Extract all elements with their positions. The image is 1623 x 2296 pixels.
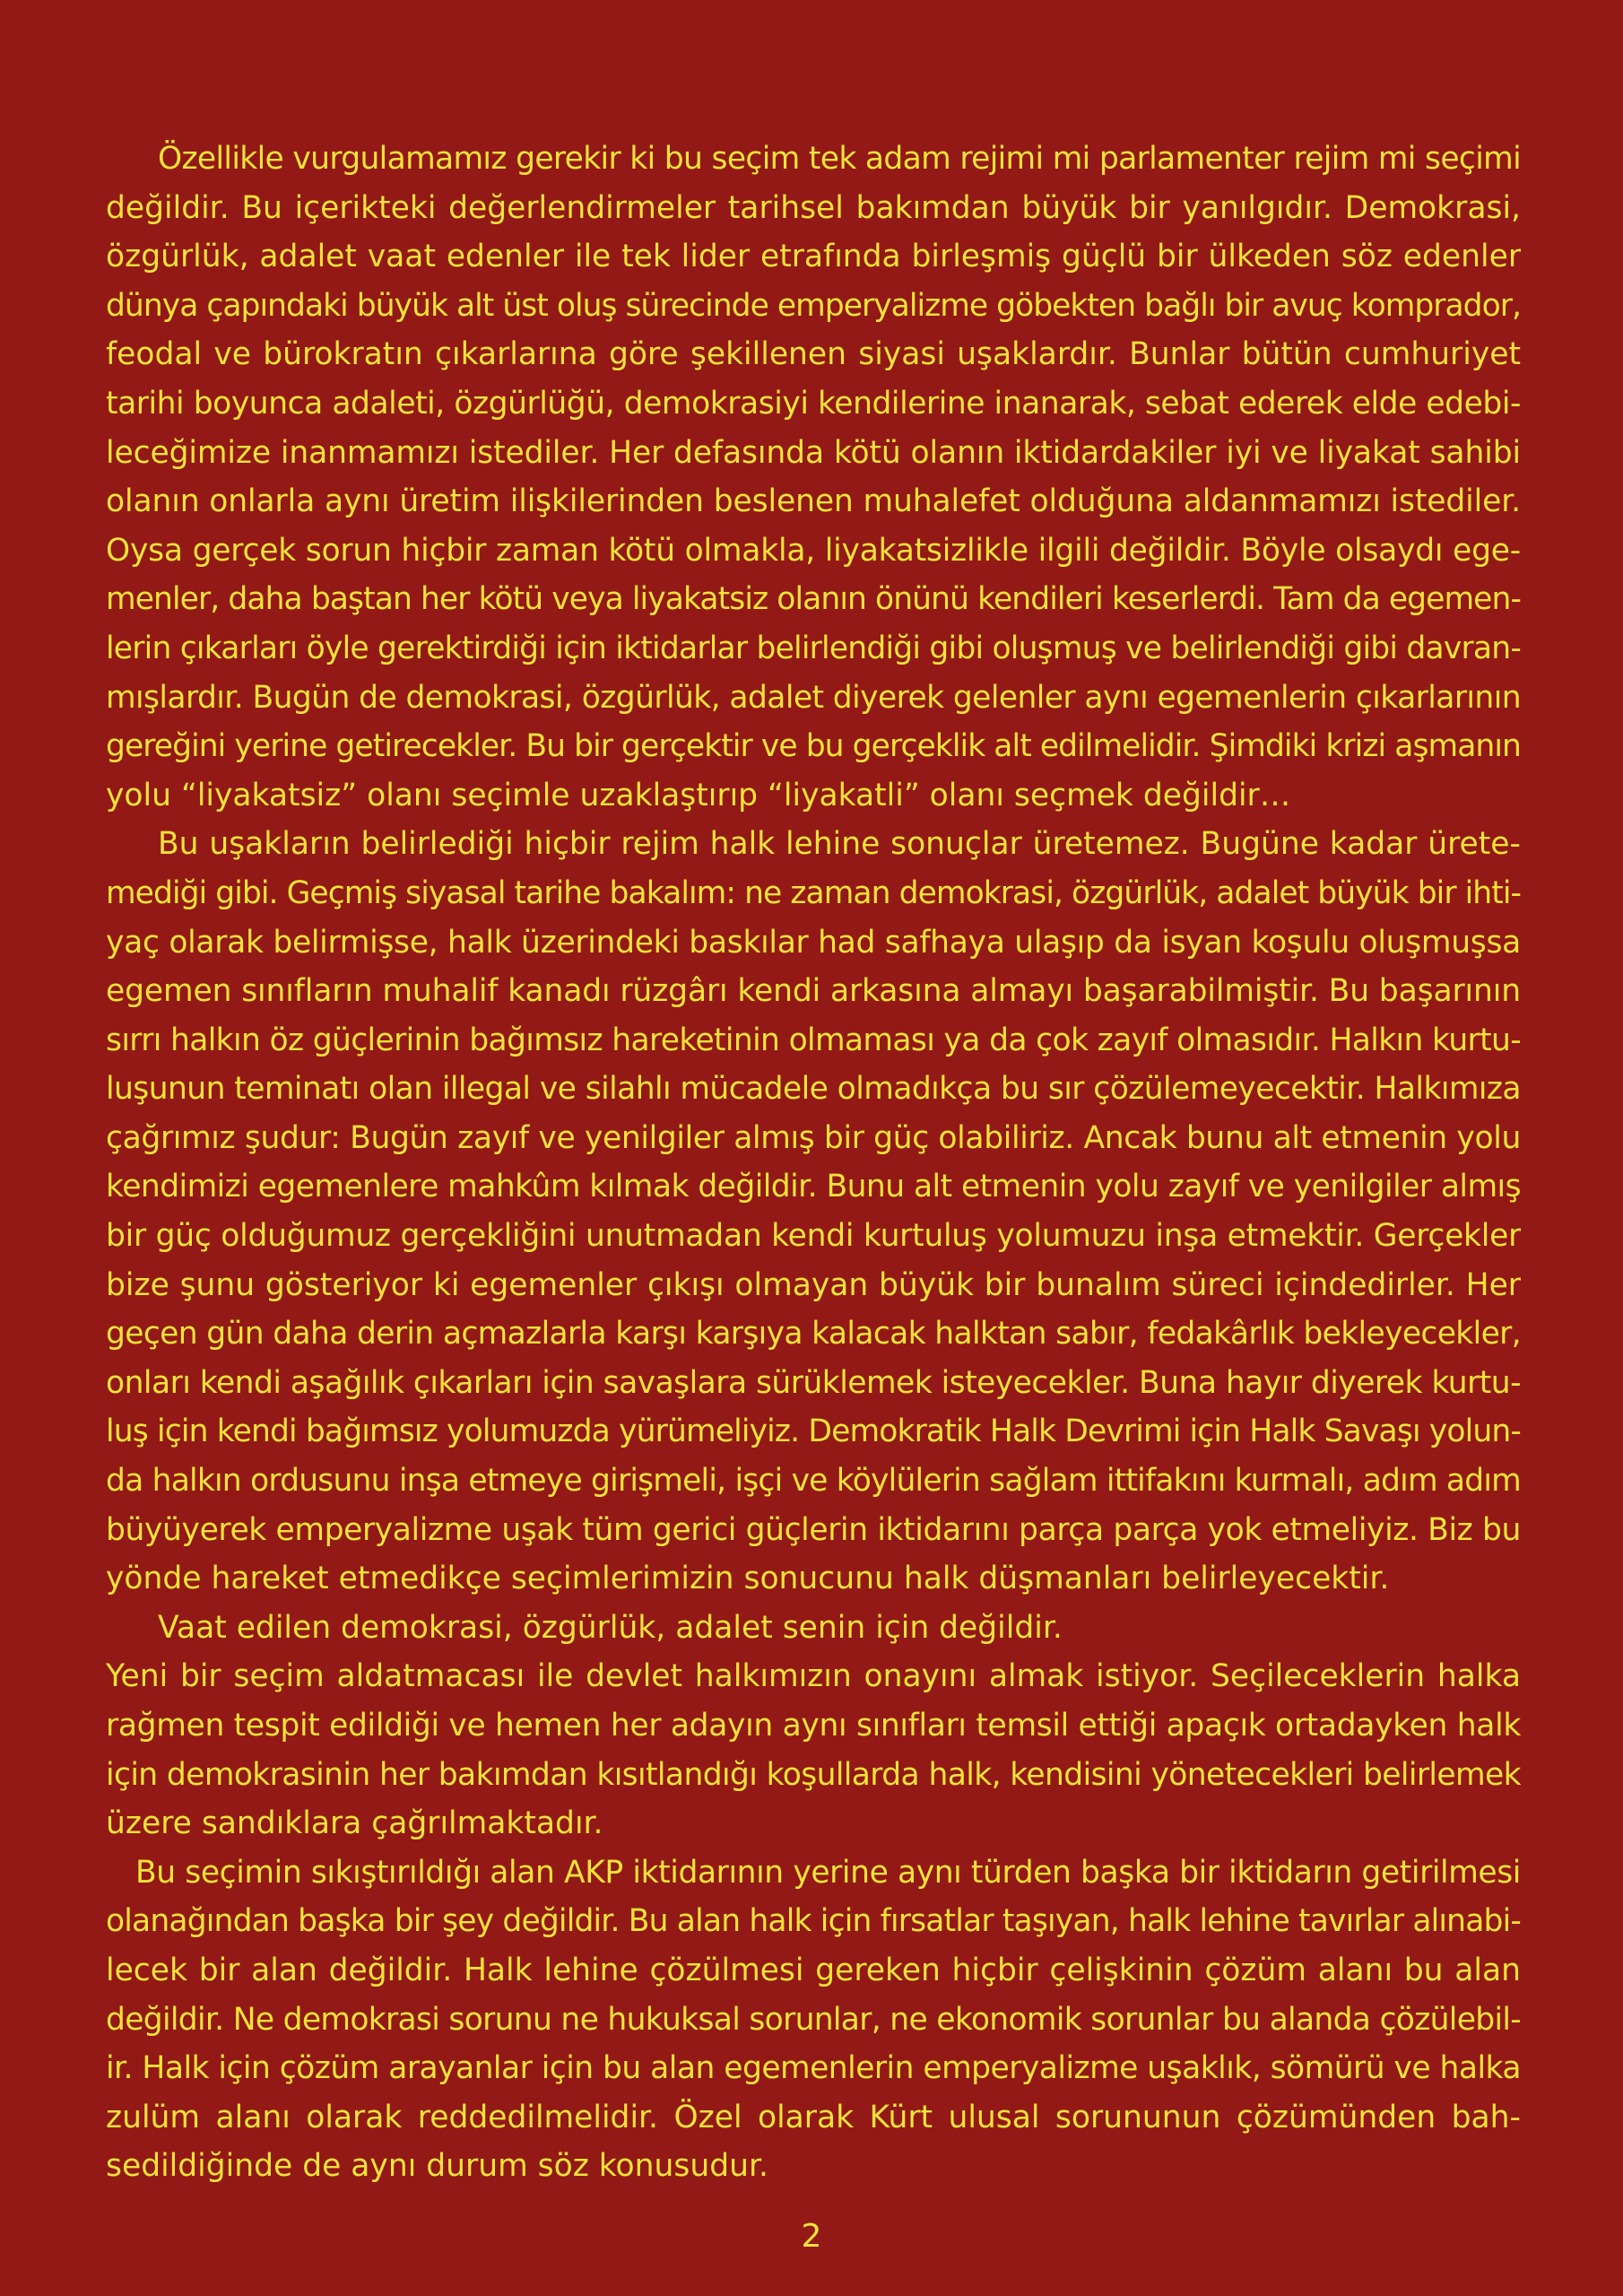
text-line: bir güç olduğumuz gerçekliğini unutmadan kendi kurtuluş yolumuzu inşa etmektir. Gerçekler bbox=[106, 1218, 1521, 1255]
text-line: için demokrasinin her bakımdan kısıtlandığı koşullarda halk, kendisini yönetecekleri belirlemek bbox=[106, 1756, 1521, 1793]
text-line: onları kendi aşağılık çıkarları için savaşlara sürüklemek isteyecekler. Buna hayır diyerek kurtu- bbox=[106, 1364, 1521, 1401]
text-line: leceğimize inanmamızı istediler. Her defasında kötü olanın iktidardakiler iyi ve liyakat sahibi bbox=[106, 434, 1521, 471]
text-line: büyüyerek emperyalizme uşak tüm gerici güçlerin iktidarını parça parça yok etmeliyiz. Biz bu bbox=[106, 1511, 1521, 1548]
text-line: geçen gün daha derin açmazlarla karşı karşıya kalacak halktan sabır, fedakârlık bekleyecekler, bbox=[106, 1316, 1521, 1352]
text-line: olanın onlarla aynı üretim ilişkilerinden beslenen muhalefet olduğuna aldanmamızı istediler. bbox=[106, 483, 1521, 520]
document-body bbox=[106, 135, 1521, 2191]
text-line: zulüm alanı olarak reddedilmelidir. Özel olarak Kürt ulusal sorununun çözümünden bah- bbox=[106, 2099, 1521, 2135]
text-line: Oysa gerçek sorun hiçbir zaman kötü olmakla, liyakatsizlikle ilgili değildir. Böyle olsaydı ege- bbox=[106, 532, 1521, 569]
text-line: yolu “liyakatsiz” olanı seçimle uzaklaştırıp “liyakatli” olanı seçmek değildir… bbox=[106, 777, 1291, 813]
text-line: sedildiğinde de aynı durum söz konusudur. bbox=[106, 2148, 768, 2185]
text-line: Bu seçimin sıkıştırıldığı alan AKP iktidarının yerine aynı türden başka bir iktidarın getirilmesi bbox=[135, 1854, 1521, 1891]
text-line: özgürlük, adalet vaat edenler ile tek lider etrafında birleşmiş güçlü bir ülkeden söz edenler bbox=[106, 239, 1521, 275]
text-line: Vaat edilen demokrasi, özgürlük, adalet senin için değildir. bbox=[158, 1609, 1063, 1646]
page-number: 2 bbox=[801, 2218, 822, 2255]
text-line: menler, daha baştan her kötü veya liyakatsiz olanın önünü kendileri keserlerdi. Tam da egemen- bbox=[106, 581, 1521, 618]
text-line: bize şunu gösteriyor ki egemenler çıkışı olmayan büyük bir bunalım süreci içindedirler. Her bbox=[106, 1266, 1521, 1303]
text-line: sırrı halkın öz güçlerinin bağımsız hareketinin olmaması ya da çok zayıf olmasıdır. Halkın kurtu- bbox=[106, 1022, 1521, 1058]
text-line: Bu uşakların belirlediği hiçbir rejim halk lehine sonuçlar üretemez. Bugüne kadar ürete- bbox=[158, 826, 1521, 863]
text-line: kendimizi egemenlere mahkûm kılmak değildir. Bunu alt etmenin yolu zayıf ve yenilgiler almış bbox=[106, 1169, 1521, 1205]
text-line: değildir. Bu içerikteki değerlendirmeler tarihsel bakımdan büyük bir yanılgıdır. Demokrasi, bbox=[106, 189, 1521, 226]
text-line: dünya çapındaki büyük alt üst oluş sürecinde emperyalizme göbekten bağlı bir avuç komprador, bbox=[106, 287, 1521, 324]
text-line: luşunun teminatı olan illegal ve silahlı mücadele olmadıkça bu sır çözülemeyecektir. Halkımıza bbox=[106, 1071, 1521, 1108]
text-line: da halkın ordusunu inşa etmeye girişmeli, işçi ve köylülerin sağlam ittifakını kurmalı, adım adım bbox=[106, 1463, 1521, 1500]
text-line: gereğini yerine getirecekler. Bu bir gerçektir ve bu gerçeklik alt edilmelidir. Şimdiki krizi aşmanın bbox=[106, 728, 1521, 765]
text-line: ir. Halk için çözüm arayanlar için bu alan egemenlerin emperyalizme uşaklık, sömürü ve halka bbox=[106, 2050, 1521, 2087]
text-line: feodal ve bürokratın çıkarlarına göre şekillenen siyasi uşaklardır. Bunlar bütün cumhuriyet bbox=[106, 336, 1521, 373]
text-line: Yeni bir seçim aldatmacası ile devlet halkımızın onayını almak istiyor. Seçileceklerin halka bbox=[106, 1658, 1521, 1695]
text-line: Özellikle vurgulamamız gerekir ki bu seçim tek adam rejimi mi parlamenter rejim mi seçimi bbox=[158, 141, 1521, 177]
text-line: rağmen tespit edildiği ve hemen her adayın aynı sınıfları temsil ettiği apaçık ortadayken halk bbox=[106, 1708, 1521, 1744]
text-line: mediği gibi. Geçmiş siyasal tarihe bakalım: ne zaman demokrasi, özgürlük, adalet büyük bir ihti- bbox=[106, 874, 1521, 911]
text-line: olanağından başka bir şey değildir. Bu alan halk için fırsatlar taşıyan, halk lehine tavırlar alınabi- bbox=[106, 1903, 1521, 1940]
text-line: tarihi boyunca adaleti, özgürlüğü, demokrasiyi kendilerine inanarak, sebat ederek elde edebi- bbox=[106, 385, 1521, 422]
text-line: üzere sandıklara çağrılmaktadır. bbox=[106, 1805, 603, 1842]
text-line: yaç olarak belirmişse, halk üzerindeki baskılar had safhaya ulaşıp da isyan koşulu oluşmuşsa bbox=[106, 924, 1521, 961]
text-line: değildir. Ne demokrasi sorunu ne hukuksal sorunlar, ne ekonomik sorunlar bu alanda çözülebil- bbox=[106, 2001, 1521, 2038]
text-line: mışlardır. Bugün de demokrasi, özgürlük, adalet diyerek gelenler aynı egemenlerin çıkarlarının bbox=[106, 679, 1521, 716]
text-line: yönde hareket etmedikçe seçimlerimizin sonucunu halk düşmanları belirleyecektir. bbox=[106, 1561, 1390, 1597]
text-line: egemen sınıfların muhalif kanadı rüzgârı kendi arkasına almayı başarabilmiştir. Bu başarının bbox=[106, 973, 1521, 1010]
text-line: luş için kendi bağımsız yolumuzda yürümeliyiz. Demokratik Halk Devrimi için Halk Savaşı yolun- bbox=[106, 1413, 1521, 1450]
text-line: lerin çıkarları öyle gerektirdiği için iktidarlar belirlendiği gibi oluşmuş ve belirlendiği gibi davran- bbox=[106, 630, 1521, 666]
text-line: çağrımız şudur: Bugün zayıf ve yenilgiler almış bir güç olabiliriz. Ancak bunu alt etmenin yolu bbox=[106, 1119, 1521, 1156]
text-line: lecek bir alan değildir. Halk lehine çözülmesi gereken hiçbir çelişkinin çözüm alanı bu alan bbox=[106, 1952, 1521, 1988]
